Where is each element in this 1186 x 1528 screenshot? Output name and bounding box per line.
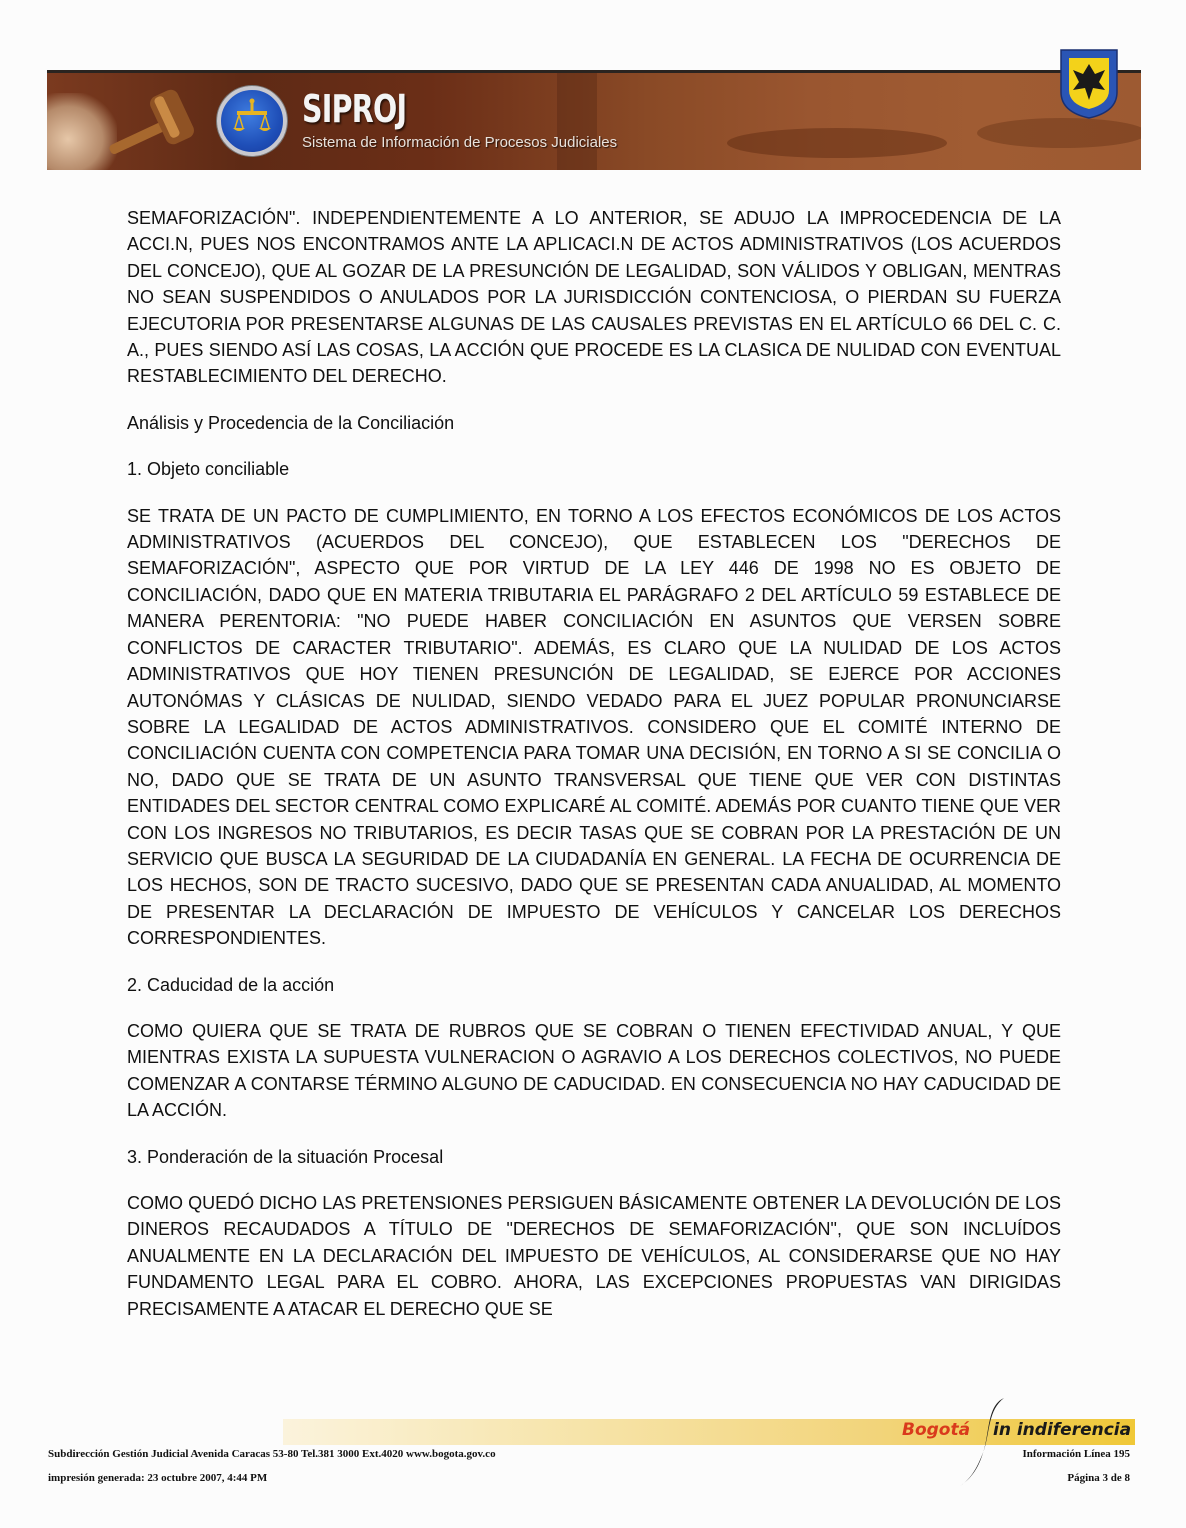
- paragraph: SEMAFORIZACIÓN". INDEPENDIENTEMENTE A LO ANTERIOR, SE ADUJO LA IMPROCEDENCIA DE LA ACCI.N, PUES NOS ENCONTRAMOS ANTE LA APLICACI.N DE ACTOS ADMINISTRATIVOS (LOS ACUERDOS DEL CONCEJO), QUE AL GOZAR DE LA PRESUNCIÓN DE LEGALIDAD, SON VÁLIDOS Y OBLIGAN, MENTRAS NO SEAN SUSPENDIDOS O ANULADOS POR LA JURISDICCIÓN CONTENCIOSA, O PIERDAN SU FUERZA EJECUTORIA POR PRESENTARSE ALGUNAS DE LAS CAUSALES PREVISTAS EN EL ARTÍCULO 66 DEL C. C. A., PUES SIENDO ASÍ LAS COSAS, LA ACCIÓN QUE PROCEDE ES LA CLASICA DE NULIDAD CON EVENTUAL RESTABLECIMIENTO DEL DERECHO.: [127, 208, 1061, 387]
- header-banner: [47, 70, 1141, 170]
- gavel-icon: [67, 83, 227, 170]
- page-number: Página 3 de 8: [1067, 1472, 1130, 1484]
- section-heading: 1. Objeto conciliable: [127, 459, 290, 480]
- section-heading: 3. Ponderación de la situación Procesal: [127, 1146, 444, 1167]
- section-heading: 2. Caducidad de la acción: [127, 974, 335, 995]
- swoosh-icon: [956, 1396, 1016, 1491]
- banner-decoration: [977, 118, 1141, 148]
- scales-of-justice-icon: [229, 96, 275, 142]
- banner-decoration: [727, 128, 947, 158]
- paragraph: SE TRATA DE UN PACTO DE CUMPLIMIENTO, EN TORNO A LOS EFECTOS ECONÓMICOS DE LOS ACTOS ADMINISTRATIVOS (ACUERDOS DEL CONCEJO), QUE ESTABLECEN LOS "DERECHOS DE SEMAFORIZACIÓN", ASPECTO QUE POR VIRTUD DE LA LEY 446 DE 1998 NO ES OBJETO DE CONCILIACIÓN, DADO QUE EN MATERIA TRIBUTARIA EL PARÁGRAFO 2 DEL ARTÍCULO 59 ESTABLECE DE MANERA PERENTORIA: "NO PUEDE HABER CONCILIACIÓN EN ASUNTOS QUE VERSEN SOBRE CONFLICTOS DE CARACTER TRIBUTARIO". ADEMÁS, ES CLARO QUE LA NULIDAD DE LOS ACTOS ADMINISTRATIVOS QUE HOY TIENEN PRESUNCIÓN DE LEGALIDAD, SE EJERCE POR ACCIONES AUTONÓMAS Y CLÁSICAS DE NULIDAD, SIENDO VEDADO PARA EL JUEZ POPULAR PRONUNCIARSE SOBRE LA LEGALIDAD DE ACTOS ADMINISTRATIVOS. CONSIDERO QUE EL COMITÉ INTERNO DE CONCILIACIÓN CUENTA CON COMPETENCIA PARA TOMAR UNA DECISIÓN, EN TORNO A SI SE CONCILIA O NO, DADO QUE SE TRATA DE UN ASUNTO TRANSVERSAL QUE TIENE QUE VER CON DISTINTAS ENTIDADES DEL SECTOR CENTRAL COMO EXPLICARÉ AL COMITÉ. ADEMÁS POR CUANTO TIENE QUE VER CON LOS INGRESOS NO TRIBUTARIOS, ES DECIR TASAS QUE SE COBRAN POR LA PRESTACIÓN DE UN SERVICIO QUE BUSCA LA SEGURIDAD DE LA CIUDADANÍA EN GENERAL. LA FECHA DE OCURRENCIA DE LOS HECHOS, SON DE TRACTO SUCESIVO, DADO QUE SE PRESENTAN CADA ANUALIDAD, AL MOMENTO DE PRESENTAR LA DECLARACIÓN DE IMPUESTO DE VEHÍCULOS Y CANCELAR LOS DERECHOS CORRESPONDIENTES.: [127, 505, 1061, 949]
- footer-generated-date: impresión generada: 23 octubre 2007, 4:44 PM: [48, 1472, 268, 1484]
- slogan-bogota: Bogotá: [902, 1420, 971, 1440]
- siproj-logo: [217, 86, 287, 156]
- section-heading: Análisis y Procedencia de la Conciliación: [127, 412, 455, 433]
- footer-address: Subdirección Gestión Judicial Avenida Caracas 53-80 Tel.381 3000 Ext.4020 www.bogota.gov.co: [48, 1448, 496, 1460]
- footer-info-line: Información Línea 195: [1022, 1448, 1130, 1460]
- paragraph: COMO QUIERA QUE SE TRATA DE RUBROS QUE SE COBRAN O TIENEN EFECTIVIDAD ANUAL, Y QUE MIENTRAS EXISTA LA SUPUESTA VULNERACION O AGRAVIO A LOS DERECHOS COLECTIVOS, NO PUEDE COMENZAR A CONTARSE TÉRMINO ALGUNO DE CADUCIDAD. EN CONSECUENCIA NO HAY CADUCIDAD DE LA ACCIÓN.: [127, 1020, 1061, 1121]
- paragraph: COMO QUEDÓ DICHO LAS PRETENSIONES PERSIGUEN BÁSICAMENTE OBTENER LA DEVOLUCIÓN DE LOS DINEROS RECAUDADOS A TÍTULO DE "DERECHOS DE SEMAFORIZACIÓN", QUE SON INCLUÍDOS ANUALMENTE EN LA DECLARACIÓN DEL IMPUESTO DE VEHÍCULOS, AL CONSIDERARSE QUE NO HAY FUNDAMENTO LEGAL PARA EL COBRO. AHORA, LAS EXCEPCIONES PROPUESTAS VAN DIRIGIDAS PRECISAMENTE A ATACAR EL DERECHO QUE SE: [127, 1193, 1061, 1319]
- app-subtitle: Sistema de Información de Procesos Judiciales: [302, 134, 618, 151]
- bogota-coat-of-arms-icon: [1057, 46, 1121, 120]
- banner-decoration: [557, 73, 597, 170]
- app-title: SIPROJ: [302, 87, 407, 131]
- document-body: [127, 205, 1061, 1342]
- slogan-sin-indiferencia: in indiferencia: [993, 1420, 1132, 1440]
